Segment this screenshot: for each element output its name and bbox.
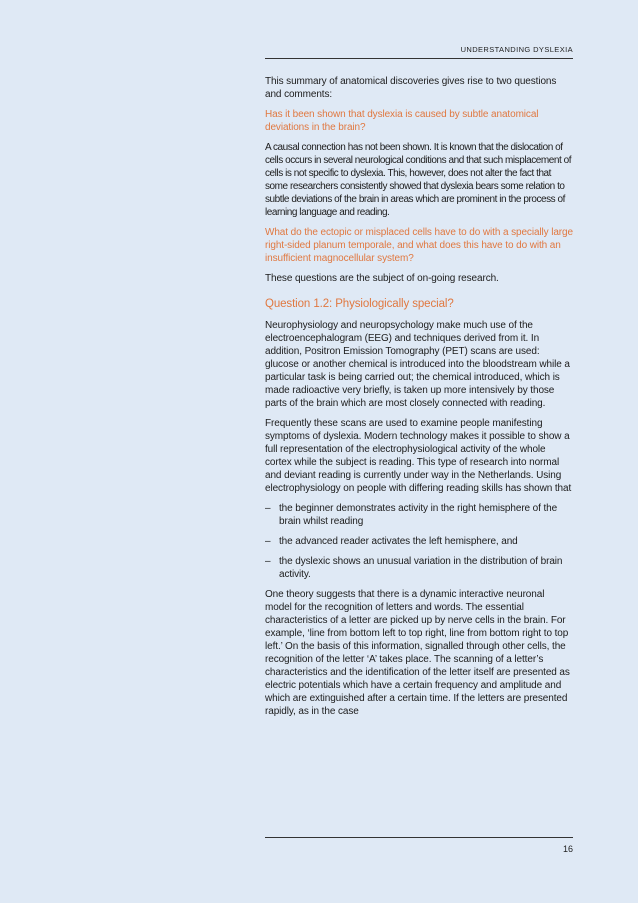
findings-list xyxy=(265,502,573,581)
intro-paragraph: This summary of anatomical discoveries gives rise to two questions and comments: xyxy=(265,76,557,100)
question-2: What do the ectopic or misplaced cells have to do with a specially large right-sided planum temporale, and what does this have to do with an insufficient magnocellular system? xyxy=(265,227,573,264)
answer-2: These questions are the subject of on-going research. xyxy=(265,273,499,284)
header-rule xyxy=(265,58,573,59)
answer-1: A causal connection has not been shown. It is known that the dislocation of cells occurs in several neurological conditions and that such misplacement of cells is not specific to dyslexia. This, however, does not alter the fact that some researchers consistently showed that dyslexia bears some relation to subtle deviations of the brain in areas which are prominent in the process of learning language and reading. xyxy=(265,142,572,218)
page-body xyxy=(265,75,573,725)
running-header: UNDERSTANDING DYSLEXIA xyxy=(460,45,573,54)
list-item xyxy=(265,535,573,548)
list-item xyxy=(265,502,573,528)
section-heading: Question 1.2: Physiologically special? xyxy=(265,298,454,310)
page-number: 16 xyxy=(562,844,573,854)
body-paragraph-3: One theory suggests that there is a dynamic interactive neuronal model for the recognition of letters and words. The essential characteristics of a letter are picked up by nerve cells in the brain. For example, ‘line from bottom left to top right, line from bottom right to top left.’ On the basis of this information, signalled through other cells, the recognition of the letter ‘A’ takes place. The scanning of a letter’s characteristics and the identification of the letter itself are presented as electric potentials which have a certain frequency and amplitude and which are extinguished after a certain time. If the letters are presented rapidly, as in the case xyxy=(265,589,570,717)
body-paragraph-2: Frequently these scans are used to examine people manifesting symptoms of dyslexia. Modern technology makes it possible to show a full representation of the electrophysiological activity of the whole cortex while the subject is reading. This type of research into normal and deviant reading is currently under way in the Netherlands. Using electrophysiology on people with differing reading skills has shown that xyxy=(265,418,572,494)
question-1: Has it been shown that dyslexia is caused by subtle anatomical deviations in the brain? xyxy=(265,109,539,133)
footer-rule xyxy=(265,837,573,838)
list-item-text: the beginner demonstrates activity in the right hemisphere of the brain whilst reading xyxy=(279,503,558,527)
body-paragraph-1: Neurophysiology and neuropsychology make much use of the electroencephalogram (EEG) and techniques derived from it. In addition, Positron Emission Tomography (PET) scans are used: glucose or another chemical is introduced into the bloodstream while a particular task is being carried out; the chemical introduced, which is made radioactive very briefly, is taken up more intensively by those parts of the brain which are most closely connected with reading. xyxy=(265,320,570,409)
list-item-text: the advanced reader activates the left hemisphere, and xyxy=(279,536,518,547)
list-item xyxy=(265,555,573,581)
list-bullet: – xyxy=(265,556,271,567)
list-bullet: – xyxy=(265,536,271,547)
list-bullet: – xyxy=(265,503,271,514)
list-item-text: the dyslexic shows an unusual variation in the distribution of brain activity. xyxy=(279,556,563,580)
